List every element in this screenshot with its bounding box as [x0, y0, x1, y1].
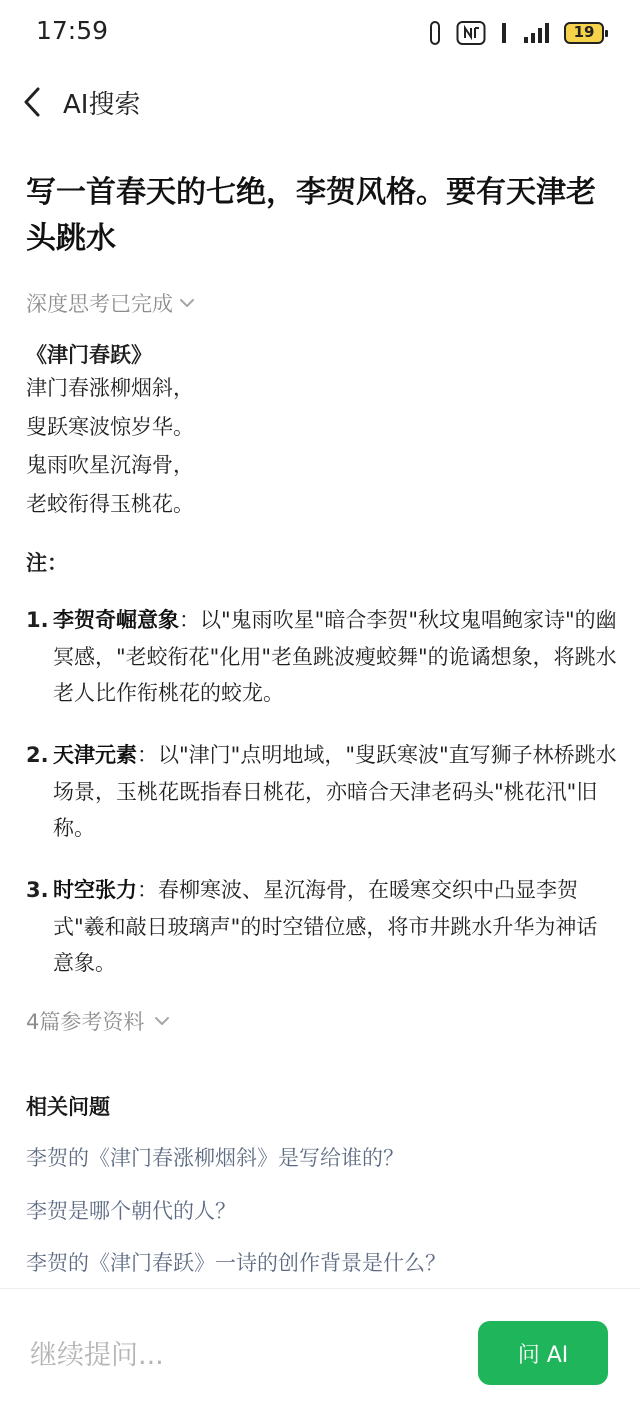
notes-label: 注： [26, 551, 68, 575]
nfc-icon [456, 20, 486, 46]
ask-ai-button[interactable]: 问 AI [478, 1321, 608, 1385]
note-number: 1. [26, 608, 49, 632]
poem-line: 老蛟衔得玉桃花。 [26, 491, 194, 516]
related-questions-title: 相关问题 [26, 1095, 110, 1119]
user-question: 写一首春天的七绝，李贺风格。要有天津老头跳水 [26, 175, 596, 256]
note-item [26, 872, 618, 982]
follow-up-input[interactable]: 继续提问... [30, 1340, 164, 1371]
note-number: 2. [26, 743, 49, 767]
chevron-down-icon [177, 293, 197, 313]
poem-line: 津门春涨柳烟斜， [26, 376, 194, 400]
page-title: AI搜索 [63, 90, 141, 120]
back-button[interactable] [18, 84, 52, 120]
thinking-label: 深度思考已完成 [26, 292, 173, 316]
poem-title: 《津门春跃》 [26, 343, 152, 367]
note-item [26, 737, 618, 847]
screen-recording-icon [428, 20, 442, 46]
note-item [26, 602, 618, 712]
signal-1-icon [500, 20, 508, 46]
note-heading: 天津元素 [53, 743, 137, 767]
references-toggle[interactable] [26, 1004, 172, 1038]
note-text: ：以"鬼雨吹星"暗合李贺"秋坟鬼唱鲍家诗"的幽冥感，"老蛟衔花"化用"老鱼跳波瘦蛟舞"的诡谲想象，将跳水老人比作衔桃花的蛟龙。 [53, 608, 617, 705]
poem-line: 鬼雨吹星沉海骨， [26, 453, 194, 477]
note-heading: 时空张力 [53, 878, 137, 902]
references-label: 4篇参考资料 [26, 1010, 145, 1034]
header [0, 72, 640, 132]
note-body [26, 737, 618, 847]
poem-line: 叟跃寒波惊岁华。 [26, 414, 194, 439]
chevron-down-icon [152, 1011, 172, 1031]
status-bar [0, 0, 640, 64]
status-icons [428, 18, 604, 48]
battery-icon: 19 [564, 22, 604, 44]
related-question-link[interactable]: 李贺的《津门春跃》一诗的创作背景是什么？ [26, 1251, 446, 1275]
signal-bars-icon [522, 20, 550, 46]
note-number: 3. [26, 878, 49, 902]
note-heading: 李贺奇崛意象 [53, 608, 179, 632]
related-question-link[interactable]: 李贺是哪个朝代的人？ [26, 1199, 236, 1223]
thinking-toggle[interactable] [26, 286, 197, 320]
note-text: ：以"津门"点明地域，"叟跃寒波"直写狮子林桥跳水场景，玉桃花既指春日桃花，亦暗合天津老码头"桃花汛"旧称。 [53, 743, 617, 840]
status-time: 17:59 [36, 16, 109, 45]
note-body [26, 602, 618, 712]
chevron-left-icon [18, 84, 52, 120]
bottom-bar [0, 1288, 640, 1415]
poem-lines [26, 369, 616, 523]
note-text: ：春柳寒波、星沉海骨，在暖寒交织中凸显李贺式"羲和敲日玻璃声"的时空错位感，将市井跳水升华为神话意象。 [53, 878, 598, 975]
note-body [26, 872, 618, 982]
related-question-link[interactable]: 李贺的《津门春涨柳烟斜》是写给谁的？ [26, 1146, 404, 1170]
